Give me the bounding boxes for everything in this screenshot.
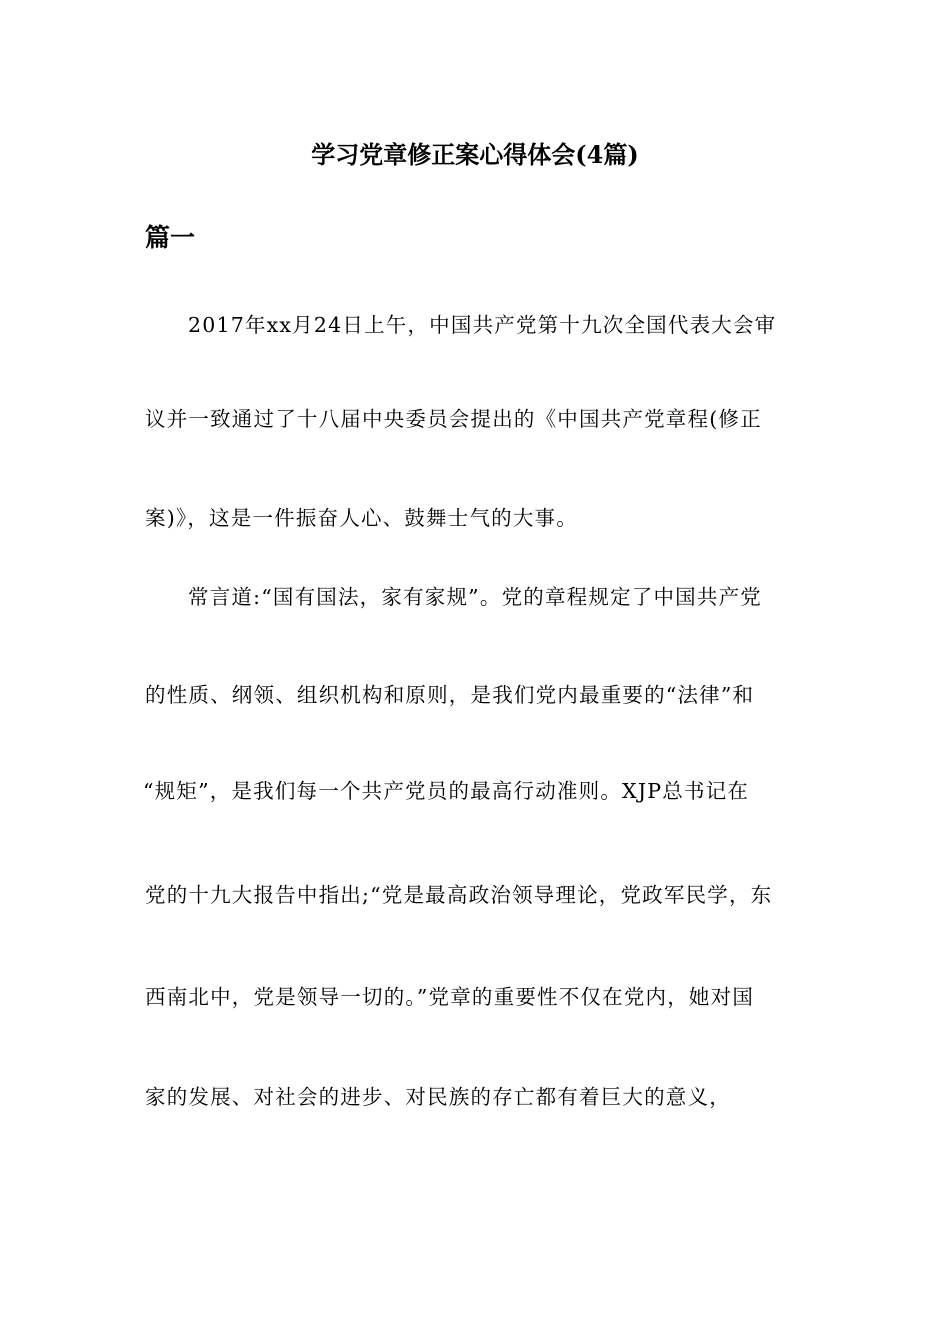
paragraph-line: “规矩”，是我们每一个共产党员的最高行动准则。XJP总书记在 [143, 779, 750, 803]
paragraph-line: 案)》，这是一件振奋人心、鼓舞士气的大事。 [145, 506, 578, 530]
paragraph-line: 2017年xx月24日上午，中国共产党第十九次全国代表大会审 [188, 313, 777, 337]
paragraph-line: 常言道:“国有国法，家有家规”。党的章程规定了中国共产党 [188, 585, 762, 609]
paragraph-line: 议并一致通过了十八届中央委员会提出的《中国共产党章程(修正 [145, 407, 762, 431]
paragraph-line: 西南北中，党是领导一切的。”党章的重要性不仅在党内，她对国 [145, 985, 755, 1009]
paragraph-line: 家的发展、对社会的进步、对民族的存亡都有着巨大的意义， [145, 1085, 731, 1109]
document-title: 学习党章修正案心得体会(4篇) [311, 140, 639, 169]
paragraph-line: 的性质、纲领、组织机构和原则，是我们党内最重要的“法律”和 [145, 683, 755, 707]
paragraph-line: 党的十九大报告中指出;“党是最高政治领导理论，党政军民学，东 [145, 883, 773, 907]
section-heading: 篇一 [145, 223, 196, 252]
